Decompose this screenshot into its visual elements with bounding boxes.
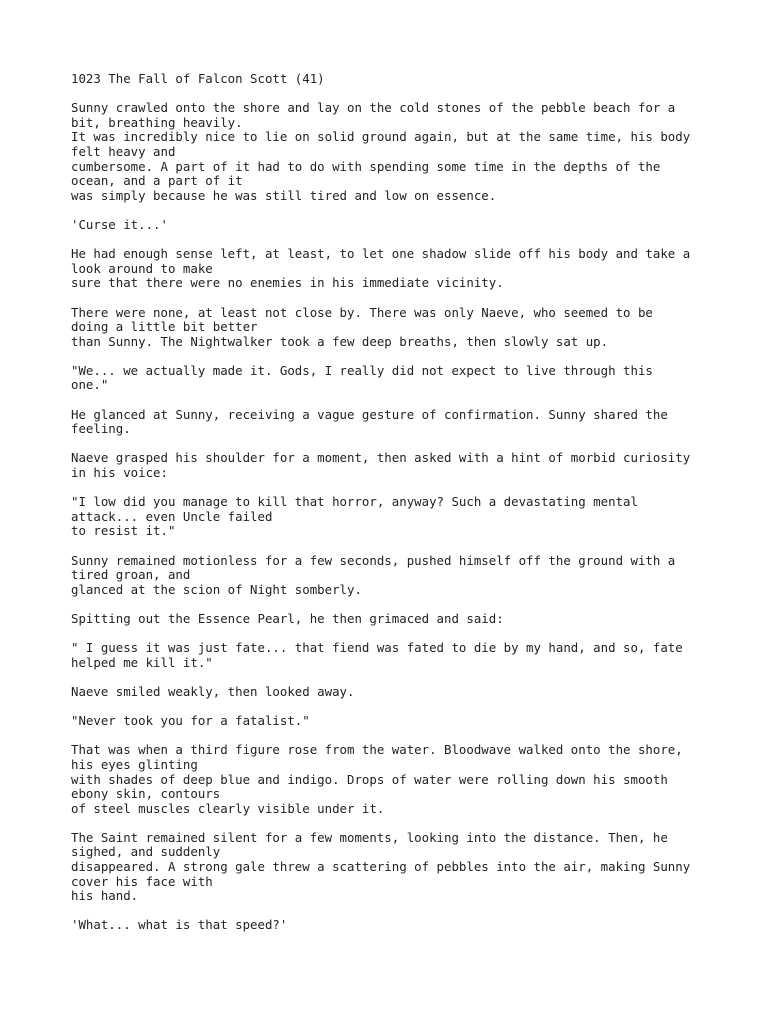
text-line: tired groan, and	[71, 567, 191, 583]
text-line: He glanced at Sunny, receiving a vague gesture of confirmation. Sunny shared the	[71, 406, 668, 422]
paragraph	[71, 714, 711, 729]
document-title: 1023 The Fall of Falcon Scott (41)	[71, 71, 325, 86]
text-line: "I low did you manage to kill that horror, anyway? Such a devastating mental	[71, 494, 638, 510]
paragraph-gap	[71, 904, 711, 919]
text-line: 'What... what is that speed?'	[71, 917, 288, 933]
text-line: "We... we actually made it. Gods, I really did not expect to live through this	[71, 362, 653, 378]
text-line: doing a little bit better	[71, 319, 258, 335]
text-line: cumbersome. A part of it had to do with spending some time in the depths of the	[71, 158, 661, 174]
paragraph	[71, 831, 711, 904]
text-line: attack... even Uncle failed	[71, 508, 273, 524]
paragraph-gap	[71, 481, 711, 496]
paragraph-gap	[71, 670, 711, 685]
text-line: That was when a third figure rose from the water. Bloodwave walked onto the shore,	[71, 742, 683, 758]
paragraph	[71, 495, 711, 539]
text-line: one."	[71, 377, 109, 393]
paragraph-gap	[71, 627, 711, 642]
text-line: It was incredibly nice to lie on solid ground again, but at the same time, his body	[71, 129, 691, 145]
paragraph-gap	[71, 349, 711, 364]
paragraph-gap	[71, 203, 711, 218]
paragraph	[71, 641, 711, 670]
text-line: of steel muscles clearly visible under it.	[71, 800, 385, 816]
text-line: sighed, and suddenly	[71, 844, 221, 860]
text-line: look around to make	[71, 260, 213, 276]
text-line: feeling.	[71, 421, 131, 437]
text-line: Naeve smiled weakly, then looked away.	[71, 683, 355, 699]
text-line: ebony skin, contours	[71, 786, 221, 802]
text-line: "Never took you for a fatalist."	[71, 713, 310, 729]
text-line: his eyes glinting	[71, 756, 198, 772]
paragraph	[71, 101, 711, 203]
paragraph	[71, 306, 711, 350]
text-line: was simply because he was still tired and low on essence.	[71, 187, 497, 203]
text-line: cover his face with	[71, 873, 213, 889]
text-line: felt heavy and	[71, 143, 176, 159]
paragraph	[71, 743, 711, 816]
text-line: ocean, and a part of it	[71, 173, 243, 189]
document-page	[71, 72, 711, 933]
text-line: The Saint remained silent for a few moments, looking into the distance. Then, he	[71, 829, 668, 845]
paragraph-gap	[71, 87, 711, 102]
text-line: bit, breathing heavily.	[71, 114, 243, 130]
paragraph	[71, 218, 711, 233]
paragraph-gap	[71, 816, 711, 831]
text-line: than Sunny. The Nightwalker took a few deep breaths, then slowly sat up.	[71, 333, 609, 349]
text-line: glanced at the scion of Night somberly.	[71, 581, 362, 597]
text-line: his hand.	[71, 888, 139, 904]
paragraph	[71, 408, 711, 437]
text-line: He had enough sense left, at least, to let one shadow slide off his body and take a	[71, 246, 691, 262]
paragraph	[71, 451, 711, 480]
text-line: Naeve grasped his shoulder for a moment, then asked with a hint of morbid curiosity	[71, 450, 691, 466]
paragraph	[71, 554, 711, 598]
text-line: Spitting out the Essence Pearl, he then grimaced and said:	[71, 610, 504, 626]
text-line: There were none, at least not close by. There was only Naeve, who seemed to be	[71, 304, 653, 320]
text-line: 'Curse it...'	[71, 216, 168, 232]
paragraph	[71, 918, 711, 933]
document-body	[71, 101, 711, 933]
paragraph-gap	[71, 393, 711, 408]
paragraph	[71, 612, 711, 627]
paragraph-gap	[71, 437, 711, 452]
paragraph-gap	[71, 597, 711, 612]
paragraph-gap	[71, 539, 711, 554]
paragraph-gap	[71, 729, 711, 744]
text-line: with shades of deep blue and indigo. Drops of water were rolling down his smooth	[71, 771, 668, 787]
text-line: sure that there were no enemies in his immediate vicinity.	[71, 275, 504, 291]
text-line: disappeared. A strong gale threw a scattering of pebbles into the air, making Sunny	[71, 859, 691, 875]
paragraph	[71, 247, 711, 291]
text-line: helped me kill it."	[71, 654, 213, 670]
text-line: in his voice:	[71, 465, 168, 481]
text-line: to resist it."	[71, 523, 176, 539]
text-line: Sunny crawled onto the shore and lay on the cold stones of the pebble beach for a	[71, 100, 676, 116]
text-line: " I guess it was just fate... that fiend was fated to die by my hand, and so, fate	[71, 640, 683, 656]
paragraph-gap	[71, 233, 711, 248]
paragraph-gap	[71, 700, 711, 715]
paragraph-gap	[71, 291, 711, 306]
paragraph	[71, 364, 711, 393]
text-line: Sunny remained motionless for a few seconds, pushed himself off the ground with a	[71, 552, 676, 568]
paragraph	[71, 685, 711, 700]
